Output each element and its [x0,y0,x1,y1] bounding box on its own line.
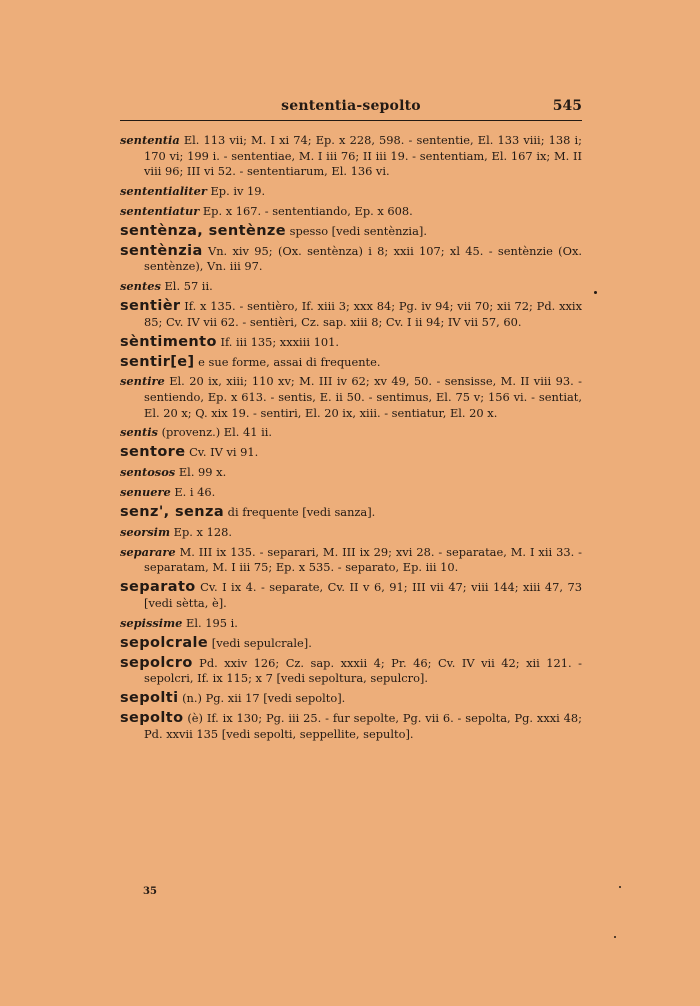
dictionary-entry [120,374,582,421]
entry-citations: If. x 135. - sentièro, If. xiii 3; xxx 84; Pg. iv 94; vii 70; xii 72; Pd. xxix 85; Cv. IV vii 62. - sentièri, Cz. sap. xiii 8; Cv. I ii 94; IV vii 57, 60. [144,299,582,329]
ink-speck [614,936,616,938]
entry-citations: If. iii 135; xxxiii 101. [216,334,339,349]
dictionary-entry [120,545,582,576]
entry-citations: Cv. IV vi 91. [185,445,259,460]
entry-citations: M. III ix 135. - separari, M. III ix 29; xvi 28. - separatae, M. I xii 33. - separatam, M. I iii 75; Ep. x 535. - separato, Ep. iii 10. [144,544,582,575]
entry-headword: sepolcrale [120,634,209,651]
entry-headword: sepissime [120,615,183,630]
entry-citations: El. 20 ix, xiii; 110 xv; M. III iv 62; xv 49, 50. - sensisse, M. II viii 93. - sentiendo, Ep. x 613. - sentis, E. ii 50. - sentimus, El. 75 v; 156 vi. - sentiat, El. 20 x; Q. xix 19. - sentiri, El. 20 ix, xiii. - sentiatur, El. 20 x. [144,374,582,420]
entry-headword: sentir[e] [120,353,195,370]
running-title: sententia-sepolto [281,98,421,114]
dictionary-entry [120,711,582,742]
entry-citations: Cv. I ix 4. - separate, Cv. II v 6, 91; III vii 47; viii 144; xiii 47, 73 [vedi sètta, è]. [144,580,582,610]
dictionary-entry [120,204,582,220]
entry-headword: sentènza, sentènze [120,222,287,239]
entry-citations: E. i 46. [170,485,216,500]
entry-headword: sepolto [120,709,184,726]
entry-headword: sepolti [120,690,179,707]
dictionary-entry [120,505,582,521]
dictionary-entry [120,224,582,240]
entry-headword: sentièr [120,298,181,315]
entry-headword: separato [120,579,196,596]
entry-headword: separare [120,544,176,559]
dictionary-entry [120,279,582,295]
entry-headword: sentènzia [120,242,203,259]
entry-citations: El. 195 i. [182,615,238,630]
entry-headword: sententialiter [120,184,207,199]
dictionary-entry [120,335,582,351]
dictionary-column [120,133,582,746]
entry-headword: seorsim [120,524,171,539]
dictionary-entry [120,656,582,687]
dictionary-entry [120,580,582,611]
entry-citations: e sue forme, assai di frequente. [194,354,381,369]
dictionary-entry [120,184,582,200]
entry-headword: sentis [120,425,158,440]
entry-citations: Ep. x 167. - sententiando, Ep. x 608. [199,203,413,218]
entry-citations: (è) If. ix 130; Pg. iii 25. - fur sepolte, Pg. vii 6. - sepolta, Pg. xxxi 48; Pd. xxvii 135 [vedi sepolti, seppellite, sepulto]. [144,710,582,741]
ink-speck [594,291,597,294]
entry-headword: sententiatur [120,203,200,218]
entry-headword: senz', senza [120,504,225,521]
entry-citations: (provenz.) El. 41 ii. [157,425,273,440]
entry-citations: El. 113 vii; M. I xi 74; Ep. x 228, 598. - sententie, El. 133 viii; 138 i; 170 vi; 199 i. - sententiae, M. I iii 76; II iii 19. - sententiam, El. 167 ix; M. II viii 96; III vi 52. - sententiarum, El. 136 vi. [144,133,582,179]
dictionary-entry [120,465,582,481]
ink-speck [619,886,621,888]
dictionary-entry [120,445,582,461]
entry-citations: spesso [vedi sentènzia]. [286,223,427,238]
entry-headword: sepolcro [120,654,193,671]
entry-citations: [vedi sepulcrale]. [208,635,312,650]
dictionary-entry [120,525,582,541]
dictionary-entry [120,355,582,371]
entry-citations: El. 99 x. [175,465,227,480]
entry-citations: (n.) Pg. xii 17 [vedi sepolto]. [178,691,346,706]
running-header [120,98,582,118]
entry-headword: sentosos [120,465,176,480]
dictionary-entry [120,485,582,501]
entry-headword: sèntimento [120,333,217,350]
entry-citations: Ep. iv 19. [206,184,266,199]
dictionary-entry [120,299,582,330]
entry-citations: Vn. xiv 95; (Ox. sentènza) i 8; xxii 107; xl 45. - sentènzie (Ox. sentènze), Vn. iii 97. [144,243,582,274]
entry-headword: sentire [120,374,165,389]
dictionary-entry [120,691,582,707]
entry-headword: sententia [120,133,180,147]
entry-citations: di frequente [vedi sanza]. [224,505,376,520]
dictionary-entry [120,636,582,652]
signature-mark: 35 [143,886,157,897]
dictionary-entry [120,616,582,632]
entry-citations: Pd. xxiv 126; Cz. sap. xxxii 4; Pr. 46; Cv. IV vii 42; xii 121. - sepolcri, If. ix 115; x 7 [vedi sepoltura, sepulcro]. [144,655,582,686]
entry-headword: senuere [120,485,171,500]
header-rule [120,120,582,121]
dictionary-entry [120,133,582,180]
entry-citations: Ep. x 128. [170,524,232,539]
entry-headword: sentes [120,279,161,294]
entry-citations: El. 57 ii. [160,279,213,294]
dictionary-entry [120,425,582,441]
page-number: 545 [552,98,582,114]
dictionary-entry [120,244,582,275]
entry-headword: sentore [120,444,186,461]
